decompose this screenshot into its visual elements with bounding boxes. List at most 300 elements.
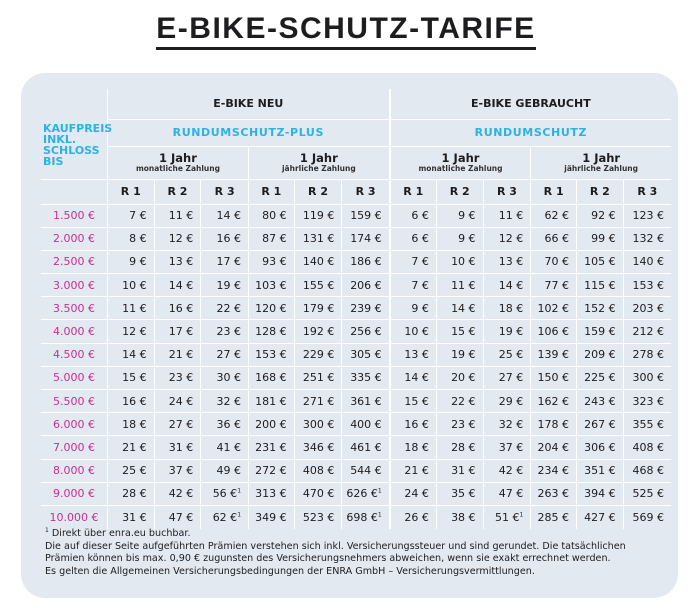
premium-cell — [436, 459, 483, 482]
table-row — [41, 297, 671, 320]
premium-value: 698 € — [346, 510, 378, 524]
premium-value: 62 € — [544, 209, 569, 223]
premium-cell — [107, 436, 154, 459]
premium-cell — [154, 297, 201, 320]
premium-cell — [107, 274, 154, 297]
premium-cell — [483, 436, 531, 459]
premium-value: 11 € — [122, 301, 147, 315]
premium-value: 461 € — [350, 440, 382, 454]
premium-cell — [201, 366, 249, 389]
premium-cell — [201, 204, 249, 227]
premium-value: 178 € — [537, 417, 569, 431]
premium-value: 18 € — [122, 417, 147, 431]
premium-cell — [436, 274, 483, 297]
premium-cell — [342, 343, 390, 366]
premium-value: 105 € — [584, 255, 616, 269]
premium-value: 25 € — [498, 348, 524, 362]
premium-cell — [201, 482, 249, 505]
header-ebike-neu: E-BIKE NEU — [107, 89, 389, 119]
premium-cell — [249, 343, 295, 366]
premium-cell — [342, 366, 390, 389]
premium-value: 272 € — [255, 464, 287, 478]
premium-value: 523 € — [302, 510, 335, 524]
premium-cell — [342, 390, 390, 413]
premium-value: 186 € — [350, 255, 382, 269]
period-sub: jährliche Zahlung — [564, 164, 639, 173]
premium-cell — [294, 366, 342, 389]
table-row — [41, 274, 671, 297]
premium-value: 27 € — [216, 348, 242, 362]
premium-cell — [294, 297, 342, 320]
premium-cell — [623, 482, 671, 505]
premium-value: 32 € — [498, 417, 524, 431]
premium-value: 10 € — [451, 255, 476, 269]
premium-cell — [390, 343, 437, 366]
premium-value: 13 € — [168, 255, 194, 269]
period-sub: jährliche Zahlung — [281, 164, 356, 173]
premium-value: 225 € — [584, 371, 616, 385]
premium-value: 26 € — [404, 510, 429, 524]
table-row — [41, 436, 671, 459]
premium-value: 139 € — [537, 348, 569, 362]
premium-value: 29 € — [498, 394, 524, 408]
premium-cell — [154, 227, 201, 250]
premium-value: 49 € — [216, 464, 242, 478]
premium-cell — [107, 366, 154, 389]
premium-cell — [483, 227, 531, 250]
premium-value: 153 € — [255, 348, 287, 362]
premium-cell — [623, 274, 671, 297]
premium-value: 408 € — [632, 440, 664, 454]
premium-cell — [107, 250, 154, 273]
premium-value: 92 € — [591, 209, 616, 223]
table-row — [41, 459, 671, 482]
footnote-line-4: Es gelten die Allgemeinen Versicherungsbedingungen der ENRA GmbH – Versicherungsvermittlungen. — [45, 565, 535, 577]
kaufpreis-value: 4.500 € — [41, 343, 107, 366]
premium-cell — [107, 390, 154, 413]
premium-cell — [531, 204, 577, 227]
premium-cell — [483, 366, 531, 389]
table-row — [41, 204, 671, 227]
table-row — [41, 505, 671, 528]
premium-cell — [623, 390, 671, 413]
premium-value: 626 € — [346, 487, 378, 501]
premium-value: 206 € — [350, 278, 382, 292]
risk-class-r1: R 1 — [107, 179, 154, 204]
premium-value: 47 € — [168, 510, 194, 524]
premium-cell — [342, 413, 390, 436]
plan-rundumschutz: RUNDUMSCHUTZ — [390, 119, 671, 146]
premium-value: 35 € — [451, 487, 476, 501]
premium-value: 231 € — [255, 440, 287, 454]
premium-cell — [623, 366, 671, 389]
premium-cell — [201, 343, 249, 366]
premium-value: 41 € — [216, 440, 242, 454]
premium-value: 12 € — [122, 325, 147, 339]
premium-cell — [390, 390, 437, 413]
premium-value: 394 € — [584, 487, 616, 501]
premium-value: 7 € — [411, 255, 429, 269]
premium-value: 335 € — [350, 371, 382, 385]
premium-value: 93 € — [262, 255, 287, 269]
premium-cell — [531, 436, 577, 459]
period-sub: monatliche Zahlung — [418, 164, 503, 173]
premium-value: 120 € — [255, 301, 287, 315]
premium-cell — [249, 413, 295, 436]
premium-cell — [154, 320, 201, 343]
premium-value: 14 € — [404, 371, 429, 385]
premium-value: 24 € — [168, 394, 194, 408]
header-ebike-gebraucht: E-BIKE GEBRAUCHT — [390, 89, 671, 119]
premium-value: 14 € — [216, 209, 242, 223]
premium-cell — [154, 343, 201, 366]
premium-cell — [342, 297, 390, 320]
premium-cell — [576, 459, 623, 482]
premium-cell — [623, 436, 671, 459]
premium-cell — [576, 204, 623, 227]
premium-cell — [294, 436, 342, 459]
premium-cell — [154, 482, 201, 505]
premium-cell — [531, 297, 577, 320]
premium-cell — [342, 459, 390, 482]
premium-cell — [249, 274, 295, 297]
premium-cell — [436, 320, 483, 343]
period-label: 1 Jahr — [441, 150, 480, 165]
premium-cell — [576, 320, 623, 343]
premium-value: 140 € — [302, 255, 335, 269]
premium-value: 229 € — [302, 348, 335, 362]
risk-class-r3: R 3 — [201, 179, 249, 204]
premium-cell — [201, 320, 249, 343]
premium-value: 305 € — [350, 348, 382, 362]
premium-cell — [436, 413, 483, 436]
premium-value: 323 € — [632, 394, 664, 408]
premium-value: 62 € — [212, 510, 238, 524]
premium-cell — [154, 505, 201, 528]
premium-value: 300 € — [302, 417, 335, 431]
premium-value: 251 € — [302, 371, 335, 385]
premium-value: 17 € — [168, 325, 194, 339]
premium-value: 36 € — [216, 417, 242, 431]
premium-value: 19 € — [451, 348, 476, 362]
premium-value: 99 € — [591, 232, 616, 246]
premium-value: 24 € — [404, 487, 429, 501]
premium-value: 37 € — [168, 464, 194, 478]
table-row — [41, 413, 671, 436]
premium-value: 19 € — [498, 325, 524, 339]
premium-value: 140 € — [632, 255, 664, 269]
period-label: 1 Jahr — [582, 150, 621, 165]
kaufpreis-value: 1.500 € — [41, 204, 107, 227]
premium-cell — [576, 343, 623, 366]
premium-cell — [249, 459, 295, 482]
premium-cell — [576, 366, 623, 389]
premium-value: 77 € — [544, 278, 569, 292]
footnote-marker: 1 — [237, 487, 242, 495]
premium-value: 9 € — [458, 232, 476, 246]
premium-cell — [107, 482, 154, 505]
period-neu-monthly — [107, 146, 248, 179]
premium-cell — [201, 274, 249, 297]
premium-value: 47 € — [498, 487, 524, 501]
kaufpreis-value: 2.000 € — [41, 227, 107, 250]
premium-value: 313 € — [255, 487, 287, 501]
premium-cell — [294, 250, 342, 273]
period-geb-monthly — [390, 146, 531, 179]
premium-value: 20 € — [451, 371, 476, 385]
premium-cell — [342, 204, 390, 227]
premium-cell — [201, 227, 249, 250]
premium-cell — [294, 274, 342, 297]
period-label: 1 Jahr — [299, 150, 338, 165]
premium-cell — [436, 436, 483, 459]
premium-cell — [436, 343, 483, 366]
premium-cell — [483, 204, 531, 227]
premium-cell — [390, 297, 437, 320]
premium-value: 13 € — [404, 348, 429, 362]
premium-value: 6 € — [411, 232, 429, 246]
premium-cell — [249, 366, 295, 389]
table-row — [41, 366, 671, 389]
kaufpreis-value: 3.500 € — [41, 297, 107, 320]
premium-value: 16 € — [122, 394, 147, 408]
premium-value: 15 € — [122, 371, 147, 385]
premium-cell — [576, 390, 623, 413]
premium-cell — [436, 366, 483, 389]
premium-value: 25 € — [122, 464, 147, 478]
premium-cell — [107, 204, 154, 227]
premium-value: 22 € — [216, 301, 242, 315]
premium-value: 12 € — [168, 232, 194, 246]
premium-value: 102 € — [537, 301, 569, 315]
premium-cell — [576, 482, 623, 505]
premium-cell — [107, 320, 154, 343]
premium-value: 361 € — [350, 394, 382, 408]
risk-class-r1: R 1 — [390, 179, 437, 204]
premium-cell — [107, 343, 154, 366]
premium-value: 132 € — [632, 232, 664, 246]
premium-cell — [390, 459, 437, 482]
premium-cell — [154, 204, 201, 227]
footnote-marker: 1 — [377, 511, 382, 519]
premium-value: 209 € — [584, 348, 616, 362]
premium-cell — [483, 459, 531, 482]
premium-cell — [390, 366, 437, 389]
risk-class-r2: R 2 — [436, 179, 483, 204]
premium-value: 30 € — [216, 371, 242, 385]
premium-value: 14 € — [168, 278, 194, 292]
premium-value: 243 € — [584, 394, 616, 408]
premium-cell — [294, 227, 342, 250]
premium-cell — [294, 343, 342, 366]
premium-cell — [483, 250, 531, 273]
footnote-marker: 1 — [377, 487, 382, 495]
premium-value: 239 € — [350, 301, 382, 315]
premium-value: 408 € — [302, 464, 335, 478]
premium-value: 263 € — [537, 487, 569, 501]
premium-cell — [249, 250, 295, 273]
period-neu-annual — [249, 146, 390, 179]
footnote-marker: 1 — [237, 511, 242, 519]
premium-cell — [201, 250, 249, 273]
premium-cell — [154, 250, 201, 273]
premium-cell — [201, 436, 249, 459]
premium-value: 32 € — [216, 394, 242, 408]
kaufpreis-value: 2.500 € — [41, 250, 107, 273]
premium-cell — [390, 250, 437, 273]
premium-cell — [623, 459, 671, 482]
premium-cell — [531, 274, 577, 297]
footnote-line-2: Die auf dieser Seite aufgeführten Prämien verstehen sich inkl. Versicherungssteuer und sind gerundet. Die tatsächlichen — [45, 540, 626, 552]
premium-value: 7 € — [129, 209, 147, 223]
premium-cell — [390, 274, 437, 297]
premium-cell — [154, 390, 201, 413]
table-row — [41, 250, 671, 273]
premium-cell — [531, 505, 577, 528]
premium-value: 17 € — [216, 255, 242, 269]
kaufpreis-value: 9.000 € — [41, 482, 107, 505]
premium-cell — [294, 390, 342, 413]
premium-cell — [201, 459, 249, 482]
premium-value: 150 € — [537, 371, 569, 385]
premium-value: 38 € — [451, 510, 476, 524]
premium-cell — [483, 390, 531, 413]
table-row — [41, 343, 671, 366]
premium-value: 16 € — [216, 232, 242, 246]
footnote-1-text: Direkt über enra.eu buchbar. — [51, 528, 191, 539]
kaufpreis-value: 4.000 € — [41, 320, 107, 343]
premium-value: 115 € — [584, 278, 616, 292]
premium-cell — [342, 227, 390, 250]
premium-cell — [531, 390, 577, 413]
premium-cell — [623, 320, 671, 343]
premium-value: 569 € — [632, 510, 664, 524]
premium-value: 14 € — [498, 278, 524, 292]
premium-cell — [249, 436, 295, 459]
premium-cell — [249, 505, 295, 528]
premium-cell — [249, 390, 295, 413]
premium-value: 470 € — [302, 487, 335, 501]
premium-cell — [294, 482, 342, 505]
premium-cell — [531, 459, 577, 482]
premium-cell — [436, 390, 483, 413]
page-title — [0, 12, 692, 46]
table-row — [41, 320, 671, 343]
premium-value: 152 € — [584, 301, 616, 315]
premium-cell — [201, 505, 249, 528]
premium-cell — [390, 227, 437, 250]
kaufpreis-value: 6.000 € — [41, 413, 107, 436]
premium-value: 87 € — [262, 232, 287, 246]
footnote-1 — [45, 528, 685, 541]
premium-value: 12 € — [498, 232, 524, 246]
premium-cell — [294, 459, 342, 482]
footnotes — [45, 528, 685, 578]
premium-value: 355 € — [632, 417, 664, 431]
premium-cell — [107, 297, 154, 320]
premium-value: 27 € — [168, 417, 194, 431]
premium-cell — [294, 505, 342, 528]
premium-cell — [342, 482, 390, 505]
premium-value: 278 € — [632, 348, 664, 362]
premium-value: 14 € — [122, 348, 147, 362]
premium-cell — [107, 505, 154, 528]
premium-value: 468 € — [632, 464, 664, 478]
premium-value: 21 € — [168, 348, 194, 362]
table-row — [41, 390, 671, 413]
premium-value: 15 € — [451, 325, 476, 339]
premium-cell — [154, 459, 201, 482]
premium-value: 192 € — [302, 325, 335, 339]
premium-value: 37 € — [498, 440, 524, 454]
table-row — [41, 482, 671, 505]
premium-value: 234 € — [537, 464, 569, 478]
premium-cell — [531, 343, 577, 366]
premium-value: 28 € — [451, 440, 476, 454]
premium-value: 23 € — [451, 417, 476, 431]
premium-cell — [294, 413, 342, 436]
premium-cell — [436, 250, 483, 273]
premium-value: 8 € — [129, 232, 147, 246]
premium-value: 346 € — [302, 440, 335, 454]
kaufpreis-value: 5.000 € — [41, 366, 107, 389]
kaufpreis-value: 3.000 € — [41, 274, 107, 297]
premium-cell — [623, 227, 671, 250]
kaufpreis-value: 7.000 € — [41, 436, 107, 459]
premium-cell — [249, 320, 295, 343]
premium-value: 203 € — [632, 301, 664, 315]
premium-value: 306 € — [584, 440, 616, 454]
premium-value: 18 € — [498, 301, 524, 315]
premium-value: 131 € — [302, 232, 335, 246]
premium-cell — [531, 366, 577, 389]
premium-value: 155 € — [302, 278, 335, 292]
risk-class-r3: R 3 — [342, 179, 390, 204]
premium-value: 128 € — [255, 325, 287, 339]
premium-cell — [436, 482, 483, 505]
premium-value: 16 € — [168, 301, 194, 315]
premium-value: 21 € — [404, 464, 429, 478]
risk-class-r3: R 3 — [623, 179, 671, 204]
risk-class-empty — [41, 179, 107, 204]
premium-value: 31 € — [451, 464, 476, 478]
premium-cell — [390, 482, 437, 505]
premium-cell — [249, 204, 295, 227]
premium-value: 21 € — [122, 440, 147, 454]
premium-cell — [576, 297, 623, 320]
premium-value: 22 € — [451, 394, 476, 408]
premium-value: 159 € — [350, 209, 382, 223]
premium-cell — [483, 274, 531, 297]
premium-value: 153 € — [632, 278, 664, 292]
premium-cell — [483, 320, 531, 343]
premium-value: 179 € — [302, 301, 335, 315]
premium-cell — [249, 227, 295, 250]
premium-value: 7 € — [411, 278, 429, 292]
risk-class-row — [41, 179, 671, 204]
premium-value: 16 € — [404, 417, 429, 431]
premium-value: 168 € — [255, 371, 287, 385]
premium-cell — [436, 227, 483, 250]
premium-value: 119 € — [302, 209, 335, 223]
premium-value: 31 € — [168, 440, 194, 454]
footnote-line-3: Prämien können bis max. 0,90 € zugunsten des Versicherungsnehmers abweichen, wenn sie exakt errechnet werden. — [45, 553, 611, 565]
premium-value: 9 € — [458, 209, 476, 223]
premium-cell — [483, 482, 531, 505]
premium-value: 181 € — [255, 394, 287, 408]
kaufpreis-value: 5.500 € — [41, 390, 107, 413]
premium-cell — [107, 227, 154, 250]
